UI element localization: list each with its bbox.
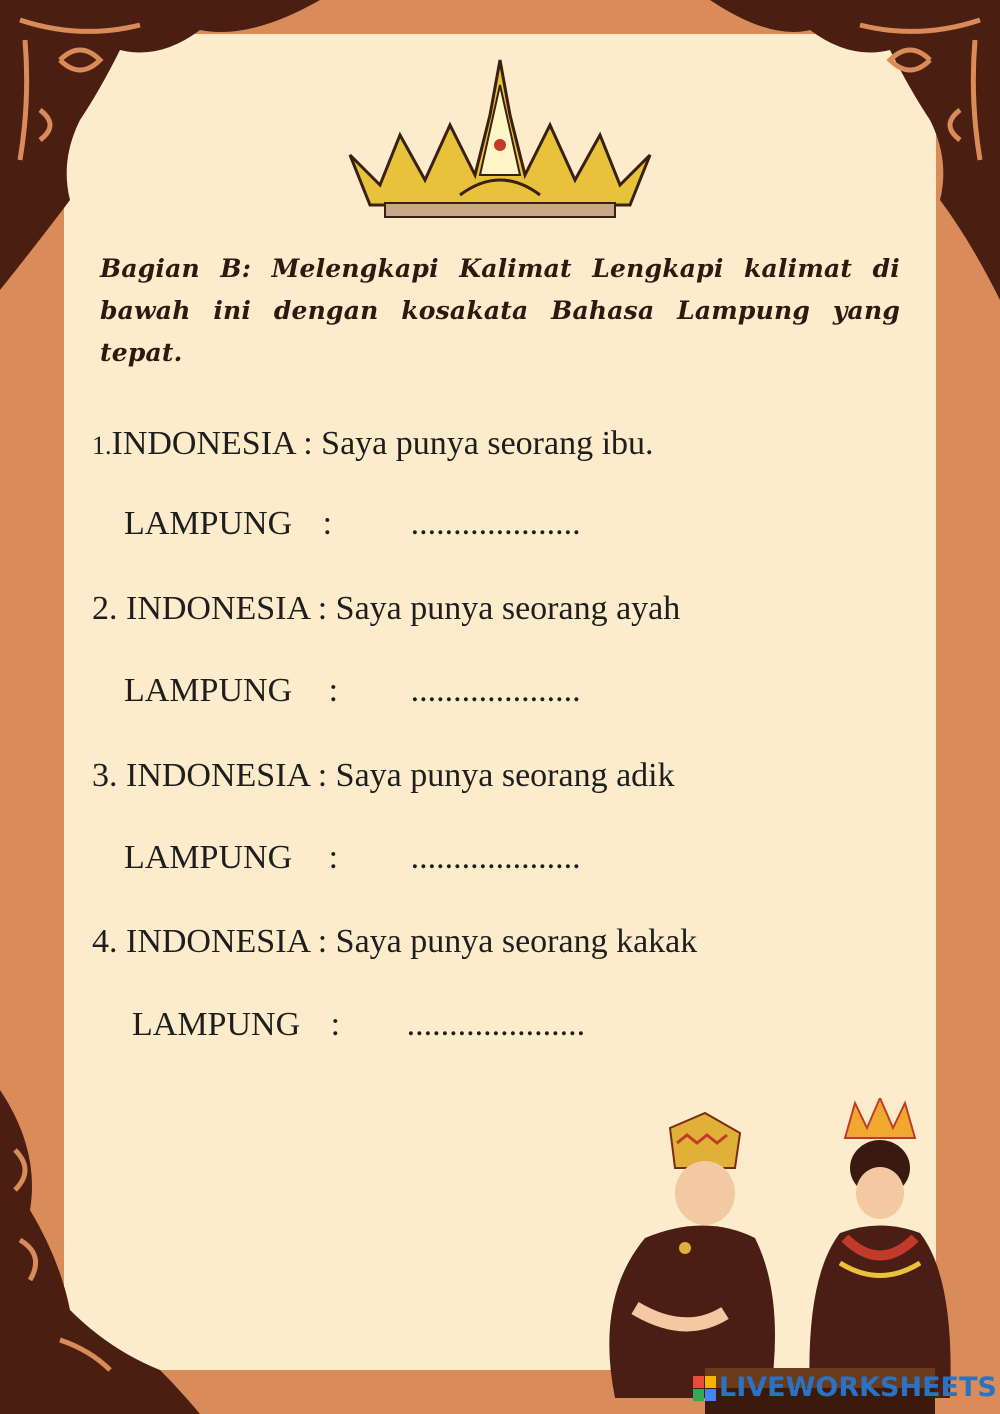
question-text: INDONESIA : Saya punya seorang ayah <box>126 590 681 627</box>
question-3 <box>92 757 675 795</box>
answer-label: LAMPUNG <box>132 1006 301 1043</box>
question-number: 2. <box>92 590 118 627</box>
answer-label: LAMPUNG <box>124 839 293 876</box>
answer-blank[interactable]: .................... <box>410 672 581 709</box>
question-number: 4. <box>92 923 118 960</box>
answer-line-2 <box>124 672 581 710</box>
answer-colon: : <box>322 505 333 542</box>
liveworksheets-watermark <box>693 1372 997 1403</box>
answer-line-3 <box>124 839 581 877</box>
answer-label: LAMPUNG <box>124 672 293 709</box>
answer-line-4 <box>132 1006 585 1044</box>
corner-ornament-icon <box>0 1090 200 1414</box>
answer-blank[interactable]: ..................... <box>406 1006 586 1043</box>
question-text: INDONESIA : Saya punya seorang adik <box>126 757 675 794</box>
question-text: INDONESIA : Saya punya seorang kakak <box>126 923 698 960</box>
answer-colon: : <box>330 1006 341 1043</box>
answer-line-1 <box>124 505 581 543</box>
instruction-text: Bagian B: Melengkapi Kalimat Lengkapi kalimat di bawah ini dengan kosakata Bahasa Lampung yang tepat. <box>100 254 900 367</box>
watermark-text: LIVEWORKSHEETS <box>719 1372 997 1403</box>
liveworksheets-logo-icon <box>693 1376 717 1402</box>
question-2 <box>92 590 680 628</box>
question-number: 1. <box>92 431 112 460</box>
question-text: INDONESIA : Saya punya seorang ibu. <box>111 425 654 462</box>
dancers-illustration <box>555 1098 995 1414</box>
answer-label: LAMPUNG <box>124 505 293 542</box>
answer-blank[interactable]: .................... <box>410 839 581 876</box>
lampung-crown-icon <box>340 55 660 225</box>
question-number: 3. <box>92 757 118 794</box>
answer-colon: : <box>328 839 339 876</box>
question-1 <box>92 425 654 463</box>
answer-blank[interactable]: .................... <box>410 505 581 542</box>
question-4 <box>92 923 697 961</box>
answer-colon: : <box>328 672 339 709</box>
